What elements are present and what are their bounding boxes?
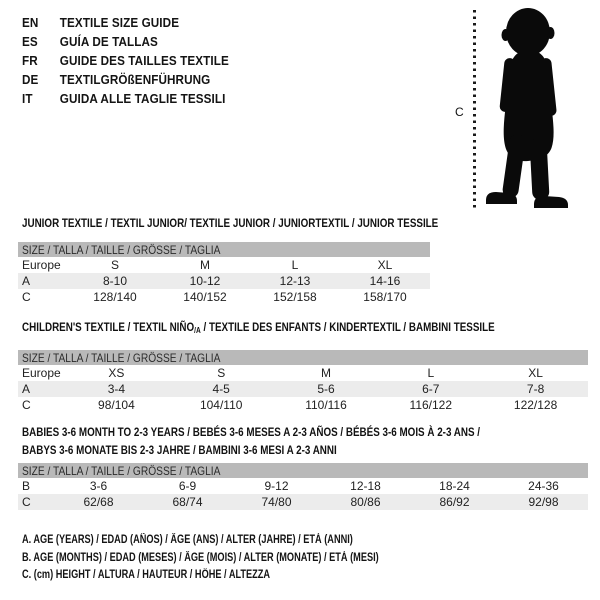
language-title: GUIDE DES TAILLES TEXTILE: [59, 53, 229, 68]
table-cell: 98/104: [98, 398, 135, 412]
language-row-en: [22, 13, 229, 32]
junior-table-title: JUNIOR TEXTILE / TEXTIL JUNIOR/ TEXTILE JUNIOR / JUNIORTEXTIL / JUNIOR TESSILE: [22, 216, 439, 230]
table-cell: 8-10: [102, 274, 128, 288]
children-table-title: CHILDREN'S TEXTILE / TEXTIL $NIÑO_{/A}$ / TEXTILE DES ENFANTS / KINDERTEXTIL / BAMBINI TESSILE: [22, 320, 495, 335]
language-row-it: [22, 89, 229, 108]
table-cell: 18-24: [439, 479, 470, 493]
height-measure-dotted-line: [473, 10, 476, 208]
footnote-b: B. AGE (MONTHS) / EDAD (MESES) / ÂGE (MOIS) / ALTER (MONATE) / ETÀ (MESI): [22, 551, 379, 564]
height-measure-label: C: [455, 105, 464, 119]
table-cell: 68/74: [172, 495, 203, 509]
table-row: [18, 494, 588, 510]
table-row: [18, 289, 430, 305]
table-cell: XL: [377, 258, 393, 272]
table-cell: M: [200, 258, 210, 272]
table-cell: S: [217, 366, 226, 380]
table-cell: 7-8: [526, 382, 545, 396]
row-label: A: [22, 382, 31, 396]
footnote-a: A. AGE (YEARS) / EDAD (AÑOS) / ÂGE (ANS) / ALTER (JAHRE) / ETÀ (ANNI): [22, 534, 353, 546]
footnote-c: C. (cm) HEIGHT / ALTURA / HAUTEUR / HÖHE / ALTEZZA: [22, 569, 271, 581]
table-row: [18, 381, 588, 397]
table-cell: 10-12: [189, 274, 221, 288]
babies-textile-table: [18, 463, 588, 510]
baby-silhouette: [483, 2, 573, 208]
table-row: [18, 365, 588, 381]
language-code: ES: [22, 34, 38, 49]
language-code: FR: [22, 53, 38, 68]
language-title: GUÍA DE TALLAS: [59, 34, 158, 49]
table-row: [18, 478, 588, 494]
row-label: A: [22, 274, 31, 288]
table-cell: 152/158: [273, 290, 317, 304]
language-title-block: [22, 13, 252, 108]
table-cell: 3-4: [107, 382, 126, 396]
table-cell: 6-7: [422, 382, 440, 396]
table-cell: 140/152: [183, 290, 227, 304]
language-title: GUIDA ALLE TAGLIE TESSILI: [59, 91, 226, 106]
row-label: Europe: [22, 258, 61, 272]
table-cell: 14-16: [369, 274, 401, 288]
table-cell: 86/92: [439, 495, 470, 509]
language-row-es: [22, 32, 229, 51]
language-row-fr: [22, 51, 229, 70]
babies-table-title: BABIES 3-6 MONTH TO 2-3 YEARS / BEBÉS 3-6 MESES A 2-3 AÑOS / BÉBÉS 3-6 MOIS À 2-3 ANS / BABYS 3-6 MONATE BIS 2-3 JAHRE / BAMBINI 3-6 MESI A 2-3 ANNI: [22, 425, 481, 457]
table-cell: 110/116: [305, 398, 347, 412]
language-title: TEXTILE SIZE GUIDE: [59, 15, 180, 30]
table-cell: 62/68: [83, 495, 114, 509]
row-label: Europe: [22, 366, 61, 380]
children-textile-table: [18, 350, 588, 413]
table-cell: 122/128: [513, 398, 558, 412]
table-cell: XL: [528, 366, 543, 380]
table-cell: 104/110: [199, 398, 243, 412]
row-label: C: [22, 398, 31, 412]
language-code: IT: [22, 91, 33, 106]
table-cell: 3-6: [89, 479, 108, 493]
table-cell: 128/140: [93, 290, 137, 304]
size-header-bar: SIZE / TALLA / TAILLE / GRÖSSE / TAGLIA: [18, 242, 430, 257]
table-row: [18, 257, 430, 273]
language-code: DE: [22, 72, 39, 87]
table-cell: 6-9: [178, 479, 197, 493]
table-cell: 12-13: [279, 274, 311, 288]
table-cell: L: [427, 366, 435, 380]
footnotes-block: [22, 534, 468, 587]
size-header-bar: SIZE / TALLA / TAILLE / GRÖSSE / TAGLIA: [18, 350, 588, 365]
table-cell: 116/122: [409, 398, 453, 412]
table-cell: 9-12: [264, 479, 289, 493]
table-row: [18, 273, 430, 289]
table-cell: L: [291, 258, 299, 272]
row-label: C: [22, 290, 31, 304]
table-cell: 4-5: [212, 382, 230, 396]
junior-textile-table: [18, 242, 430, 305]
table-row: [18, 397, 588, 413]
table-cell: 80/86: [350, 495, 381, 509]
table-cell: 74/80: [261, 495, 292, 509]
row-label: B: [22, 479, 31, 493]
table-cell: S: [110, 258, 119, 272]
language-title: TEXTILGRÖßENFÜHRUNG: [59, 72, 211, 87]
title-subscript: /A: [194, 326, 201, 335]
language-row-de: [22, 70, 229, 89]
table-cell: M: [320, 366, 331, 380]
size-header-bar: SIZE / TALLA / TAILLE / GRÖSSE / TAGLIA: [18, 463, 588, 478]
table-cell: XS: [108, 366, 125, 380]
table-cell: 92/98: [528, 495, 559, 509]
table-cell: 24-36: [528, 479, 559, 493]
table-cell: 158/170: [363, 290, 407, 304]
language-code: EN: [22, 15, 39, 30]
table-cell: 12-18: [350, 479, 381, 493]
row-label: C: [22, 495, 31, 509]
table-cell: 5-6: [317, 382, 335, 396]
